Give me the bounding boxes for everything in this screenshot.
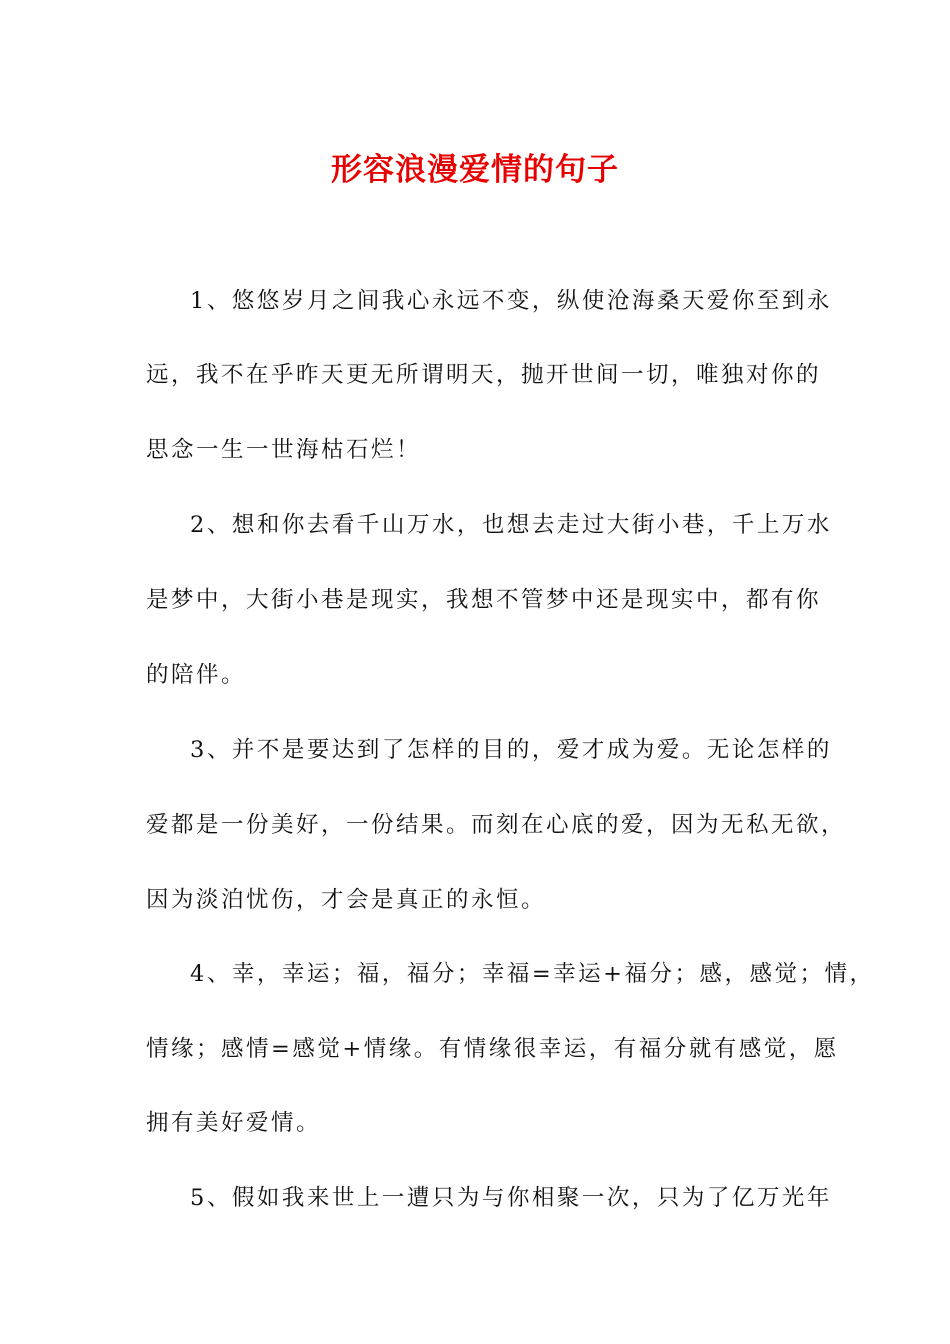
paragraph-2-line-1: 2、想和你去看千山万水，也想去走过大街小巷，千上万水 [190, 512, 832, 538]
paragraph-2-line-3: 的陪伴。 [146, 662, 247, 688]
paragraph-4-line-2: 情缘；感情=感觉+情缘。有情缘很幸运，有福分就有感觉，愿 [146, 1036, 839, 1062]
paragraph-4-line-3: 拥有美好爱情。 [146, 1110, 322, 1136]
paragraph-4-line-1: 4、幸，幸运；福，福分；幸福=幸运+福分；感，感觉；情， [190, 961, 875, 987]
paragraph-1-line-2: 远，我不在乎昨天更无所谓明天，抛开世间一切，唯独对你的 [146, 362, 822, 388]
paragraph-2-line-2: 是梦中，大街小巷是现实，我想不管梦中还是现实中，都有你 [146, 587, 822, 613]
paragraph-5-line-1: 5、假如我来世上一遭只为与你相聚一次，只为了亿万光年 [190, 1185, 832, 1211]
paragraph-3-line-3: 因为淡泊忧伤，才会是真正的永恒。 [146, 887, 547, 913]
paragraph-1-line-3: 思念一生一世海枯石烂！ [146, 437, 422, 463]
paragraph-1-line-1: 1、悠悠岁月之间我心永远不变，纵使沧海桑天爱你至到永 [190, 288, 832, 314]
document-title: 形容浪漫爱情的句子 [331, 152, 619, 188]
paragraph-3-line-1: 3、并不是要达到了怎样的目的，爱才成为爱。无论怎样的 [190, 737, 832, 763]
paragraph-3-line-2: 爱都是一份美好，一份结果。而刻在心底的爱，因为无私无欲， [146, 812, 847, 838]
